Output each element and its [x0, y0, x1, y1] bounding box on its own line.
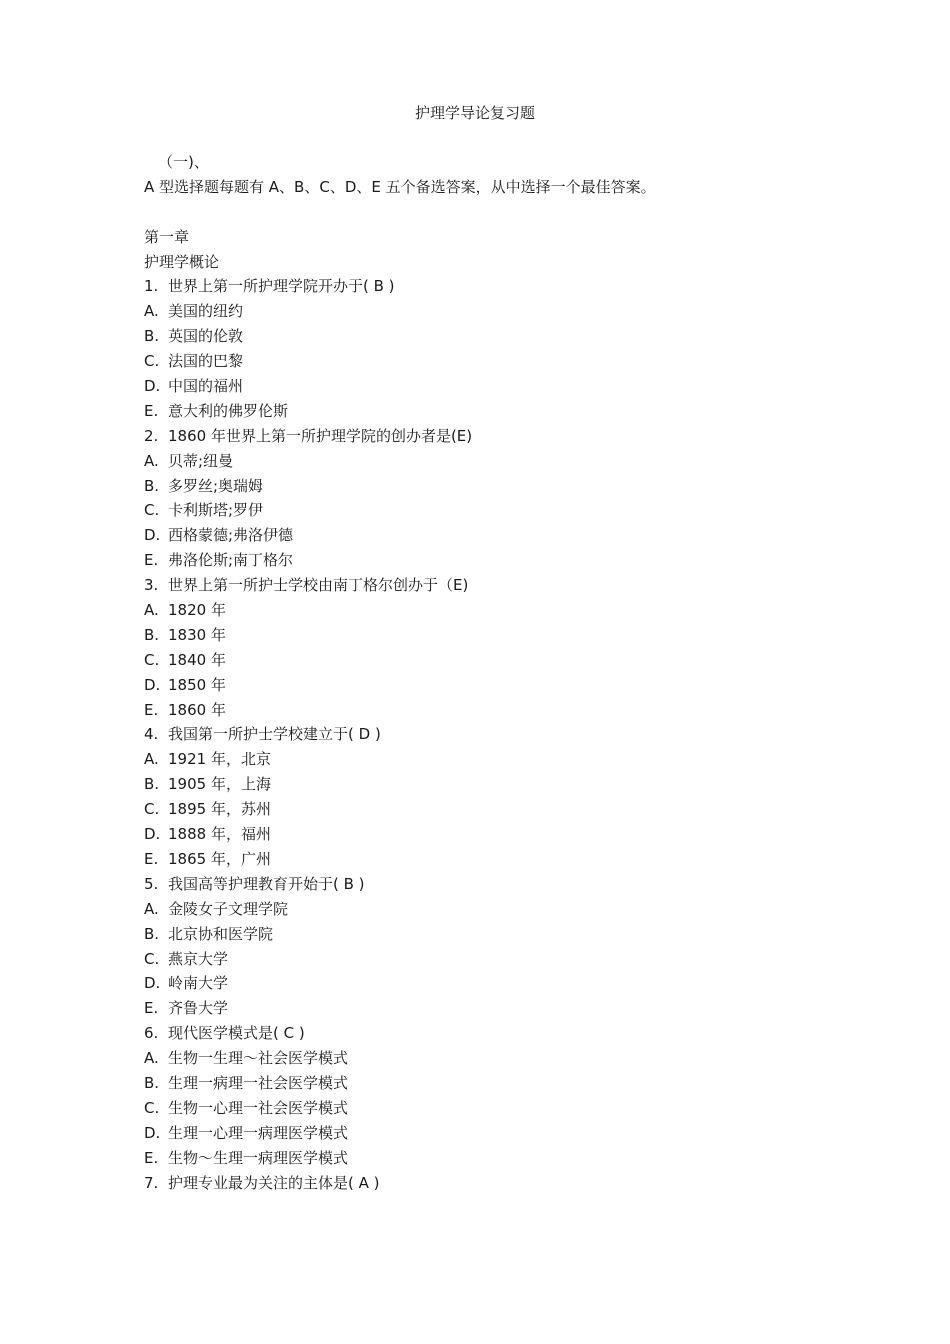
question-stem [144, 424, 844, 449]
question-number: 1. [144, 277, 159, 296]
option-letter: E. [144, 401, 159, 420]
option-letter: A. [144, 451, 159, 470]
option-text: 北京协和医学院 [168, 924, 274, 943]
option-letter: A. [144, 1049, 159, 1068]
blank-line [144, 200, 844, 225]
question-stem [144, 573, 844, 598]
answer-option [144, 922, 844, 947]
instructions: A 型选择题每题有 A、B、C、D、E 五个备选答案，从中选择一个最佳答案。 [144, 177, 656, 196]
option-text: 燕京大学 [168, 949, 229, 968]
chapter-heading: 第一章 [144, 227, 190, 246]
answer-option [144, 1046, 844, 1071]
answer-option [144, 523, 844, 548]
option-letter: C. [144, 650, 160, 669]
option-letter: C. [144, 352, 160, 371]
answer-option [144, 772, 844, 797]
option-letter: D. [144, 825, 161, 844]
question-number: 4. [144, 725, 159, 744]
chapter-title: 护理学概论 [144, 252, 220, 271]
option-letter: E. [144, 999, 159, 1018]
option-letter: E. [144, 700, 159, 719]
section-label: （一)、 [158, 153, 209, 171]
answer-option [144, 498, 844, 523]
option-letter: D. [144, 377, 161, 396]
option-letter: E. [144, 1148, 159, 1167]
answer-option [144, 1121, 844, 1146]
option-text: 1850 年 [168, 675, 226, 694]
answer-option [144, 474, 844, 499]
document-title: 护理学导论复习题 [414, 104, 535, 122]
option-text: 1921 年，北京 [168, 750, 271, 769]
question-text: 世界上第一所护理学院开办于( B ) [168, 277, 395, 296]
option-letter: B. [144, 924, 160, 943]
question-text: 护理专业最为关注的主体是( A ) [168, 1173, 380, 1192]
option-letter: B. [144, 625, 160, 644]
option-text: 岭南大学 [168, 974, 229, 993]
option-text: 生物一心理一社会医学模式 [168, 1098, 349, 1117]
option-letter: D. [144, 974, 161, 993]
option-letter: A. [144, 601, 159, 620]
answer-option [144, 598, 844, 623]
answer-option [144, 996, 844, 1021]
question-number: 3. [144, 576, 159, 595]
option-letter: C. [144, 800, 160, 819]
option-text: 生物～生理一病理医学模式 [168, 1148, 349, 1167]
option-text: 1865 年，广州 [168, 849, 271, 868]
answer-option [144, 623, 844, 648]
document-body [144, 150, 844, 1195]
option-text: 生理一病理一社会医学模式 [168, 1073, 349, 1092]
option-text: 生物一生理～社会医学模式 [168, 1049, 349, 1068]
option-letter: B. [144, 1073, 160, 1092]
option-text: 1820 年 [168, 601, 226, 620]
answer-option [144, 648, 844, 673]
question-text: 1860 年世界上第一所护理学院的创办者是(E) [168, 426, 473, 445]
answer-option [144, 374, 844, 399]
answer-option [144, 897, 844, 922]
answer-option [144, 797, 844, 822]
question-number: 6. [144, 1024, 159, 1043]
answer-option [144, 1146, 844, 1171]
option-letter: B. [144, 476, 160, 495]
option-letter: E. [144, 849, 159, 868]
answer-option [144, 698, 844, 723]
question-number: 7. [144, 1173, 159, 1192]
answer-option [144, 822, 844, 847]
option-text: 美国的纽约 [168, 302, 244, 321]
option-text: 齐鲁大学 [168, 999, 229, 1018]
option-letter: C. [144, 501, 160, 520]
option-letter: B. [144, 327, 160, 346]
option-text: 1905 年，上海 [168, 775, 271, 794]
answer-option [144, 847, 844, 872]
option-text: 1830 年 [168, 625, 226, 644]
answer-option [144, 747, 844, 772]
option-letter: A. [144, 302, 159, 321]
answer-option [144, 1071, 844, 1096]
answer-option [144, 399, 844, 424]
option-letter: D. [144, 526, 161, 545]
option-letter: A. [144, 750, 159, 769]
option-text: 法国的巴黎 [168, 352, 244, 371]
option-text: 西格蒙德;弗洛伊德 [168, 526, 294, 545]
question-stem [144, 1171, 844, 1196]
question-text: 世界上第一所护士学校由南丁格尔创办于（E) [168, 576, 469, 595]
question-stem [144, 1021, 844, 1046]
option-letter: A. [144, 899, 159, 918]
question-list [144, 274, 844, 1195]
question-text: 我国高等护理教育开始于( B ) [168, 874, 365, 893]
option-letter: D. [144, 675, 161, 694]
answer-option [144, 548, 844, 573]
option-letter: E. [144, 551, 159, 570]
option-text: 卡利斯塔;罗伊 [168, 501, 264, 520]
option-text: 生理一心理一病理医学模式 [168, 1123, 349, 1142]
option-text: 弗洛伦斯;南丁格尔 [168, 551, 294, 570]
answer-option [144, 947, 844, 972]
answer-option [144, 449, 844, 474]
question-stem [144, 722, 844, 747]
option-text: 1860 年 [168, 700, 226, 719]
option-letter: C. [144, 1098, 160, 1117]
option-text: 中国的福州 [168, 377, 244, 396]
answer-option [144, 349, 844, 374]
option-text: 1895 年，苏州 [168, 800, 271, 819]
question-number: 5. [144, 874, 159, 893]
option-text: 1888 年，福州 [168, 825, 271, 844]
question-text: 现代医学模式是( C ) [168, 1024, 305, 1043]
answer-option [144, 299, 844, 324]
option-text: 1840 年 [168, 650, 226, 669]
answer-option [144, 971, 844, 996]
question-text: 我国第一所护士学校建立于( D ) [168, 725, 381, 744]
option-text: 意大利的佛罗伦斯 [168, 401, 289, 420]
option-letter: B. [144, 775, 160, 794]
option-letter: C. [144, 949, 160, 968]
answer-option [144, 1096, 844, 1121]
option-letter: D. [144, 1123, 161, 1142]
question-stem [144, 872, 844, 897]
option-text: 多罗丝;奥瑞姆 [168, 476, 264, 495]
answer-option [144, 673, 844, 698]
answer-option [144, 324, 844, 349]
option-text: 金陵女子文理学院 [168, 899, 289, 918]
option-text: 英国的伦敦 [168, 327, 244, 346]
option-text: 贝蒂;纽曼 [168, 451, 234, 470]
question-number: 2. [144, 426, 159, 445]
question-stem [144, 274, 844, 299]
